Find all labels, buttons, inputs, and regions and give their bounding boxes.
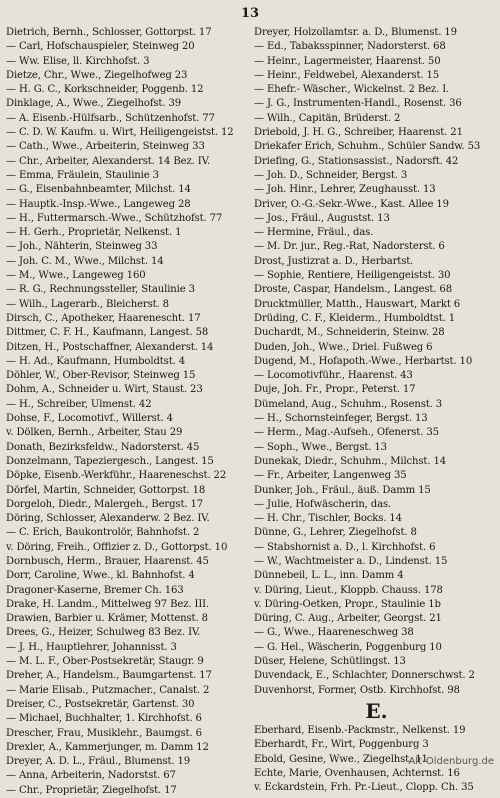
directory-entry: Dinklage, A., Wwe., Ziegelhofst. 39 <box>6 98 182 110</box>
directory-entry: — G. Hel., Wäscherin, Poggenburg 10 <box>254 641 442 653</box>
directory-entry: — H. Chr., Tischler, Bocks. 14 <box>254 513 402 525</box>
directory-entry: Drescher, Frau, Musiklehr., Baumgst. 6 <box>6 727 202 739</box>
directory-entry: Driefing, G., Stationsassist., Nadorsft. 42 <box>254 155 459 167</box>
directory-entry: Dreher, A., Handelsm., Baumgartenst. 17 <box>6 670 212 682</box>
directory-entry: Döpke, Eisenb.-Werkführ., Haareneschst. 22 <box>6 470 227 482</box>
directory-entry: Dragoner-Kaserne, Bremer Ch. 163 <box>6 584 184 596</box>
directory-entry: — G., Eisenbahnbeamter, Milchst. 14 <box>6 184 191 196</box>
directory-entry: Düring, C. Aug., Arbeiter, Georgst. 21 <box>254 613 442 625</box>
directory-entry: — M. L. F., Ober-Postsekretär, Staugr. 9 <box>6 656 204 668</box>
directory-entry: — J. H., Hauptlehrer, Johannisst. 3 <box>6 641 177 653</box>
directory-entry: Ebold, Gesine, Wwe., Ziegelhst. 11 <box>254 753 428 765</box>
directory-entry: Eberhard, Eisenb.-Packmstr., Nelkenst. 19 <box>254 724 466 736</box>
directory-entry: — C. Erich, Baukontrolör, Bahnhofst. 2 <box>6 527 200 539</box>
directory-entry: — H., Schornsteinfeger, Bergst. 13 <box>254 413 428 425</box>
directory-entry: — Chr., Proprietär, Ziegelhofst. 17 <box>6 784 177 796</box>
directory-entry: Dümeland, Aug., Schuhm., Rosenst. 3 <box>254 398 443 410</box>
directory-entry: — A. Eisenb.-Hülfsarb., Schützenhofst. 77 <box>6 112 215 124</box>
directory-entry: Driver, O.-G.-Sekr.-Wwe., Kast. Allee 19 <box>254 198 449 210</box>
directory-entry: Dorr, Caroline, Wwe., kl. Bahnhofst. 4 <box>6 570 195 582</box>
directory-entry: — R. G., Rechnungssteller, Staulinie 3 <box>6 284 195 296</box>
directory-entry: — Joh. D., Schneider, Bergst. 3 <box>254 169 408 181</box>
directory-entry: v. Eckardstein, Frh. Pr.-Lieut., Clopp. Ch. 35 <box>254 782 474 794</box>
directory-entry: Driekafer Erich, Schuhm., Schüler Sandw. 53 <box>254 141 481 153</box>
directory-entry: — Joh., Nähterin, Steinweg 33 <box>6 241 158 253</box>
right-column <box>254 26 499 795</box>
directory-entry: — Emma, Fräulein, Staulinie 3 <box>6 169 159 181</box>
directory-entry: Drawien, Barbier u. Krämer, Mottenst. 8 <box>6 613 208 625</box>
directory-entry: v. Düring-Oetken, Propr., Staulinie 1b <box>254 598 441 610</box>
directory-entry: Dunekak, Diedr., Schuhm., Milchst. 14 <box>254 455 446 467</box>
directory-entry: — H. G. C., Korkschneider, Poggenb. 12 <box>6 84 204 96</box>
directory-entry: — H., Futtermarsch.-Wwe., Schützhofst. 77 <box>6 212 223 224</box>
directory-entry: v. Düring, Lieut., Kloppb. Chauss. 178 <box>254 584 443 596</box>
directory-entry: Dohse, F., Locomotivf., Willerst. 4 <box>6 413 173 425</box>
directory-entry: Dreiser, C., Postsekretär, Gartenst. 30 <box>6 698 195 710</box>
directory-entry: — Chr., Arbeiter, Alexanderst. 14 Bez. IV. <box>6 155 211 167</box>
directory-entry: — Jos., Fräul., Augustst. 13 <box>254 212 390 224</box>
directory-entry: — Michael, Buchhalter, 1. Kirchhofst. 6 <box>6 713 202 725</box>
directory-entry: Dunker, Joh., Fräul., äuß. Damm 15 <box>254 484 431 496</box>
directory-entry: Dorgeloh, Diedr., Malergeh., Bergst. 17 <box>6 498 204 510</box>
directory-entry: Dreyer, Holzollamtsr. a. D., Blumenst. 19 <box>254 27 457 38</box>
directory-entry: Duje, Joh. Fr., Propr., Peterst. 17 <box>254 384 416 396</box>
directory-entry: — H., Schreiber, Ulmenst. 42 <box>6 398 152 410</box>
section-heading-e: E. <box>365 698 388 723</box>
directory-entry: — Ed., Tabaksspinner, Nadorsterst. 68 <box>254 41 446 53</box>
directory-entry: Dreyer, A. D. L., Fräul., Blumenst. 19 <box>6 756 191 768</box>
directory-entry: Dohm, A., Schneider u. Wirt, Staust. 23 <box>6 384 203 396</box>
directory-entry: Echte, Marie, Ovenhausen, Achternst. 16 <box>254 767 460 779</box>
directory-entry: Duden, Joh., Wwe., Driel. Fußweg 6 <box>254 341 433 353</box>
directory-entry: Dietze, Chr., Wwe., Ziegelhofweg 23 <box>6 69 188 81</box>
directory-entry: — Herm., Mag.-Aufseh., Ofenerst. 35 <box>254 427 439 439</box>
directory-entry: — W., Wachtmeister a. D., Lindenst. 15 <box>254 555 448 567</box>
directory-entry: Dittmer, C. F. H., Kaufmann, Langest. 58 <box>6 327 209 339</box>
directory-entry: Dörfel, Martin, Schneider, Gottorpst. 18 <box>6 484 206 496</box>
directory-entry: — Hauptk.-Insp.-Wwe., Langeweg 28 <box>6 198 191 210</box>
directory-entry: Drüding, C. F., Kleiderm., Humboldtst. 1 <box>254 312 455 324</box>
directory-entry: Drake, H. Landm., Mittelweg 97 Bez. III. <box>6 598 210 610</box>
directory-entry: — Locomotivführ., Haarenst. 43 <box>254 370 413 382</box>
directory-entry: Dugend, M., Hofapoth.-Wwe., Herbartst. 10 <box>254 355 473 367</box>
directory-entry: — Wilh., Lagerarb., Bleicherst. 8 <box>6 298 169 310</box>
directory-entry: — J. G., Instrumenten-Handl., Rosenst. 36 <box>254 98 462 110</box>
watermark: Alt-Oldenburg.de <box>408 756 494 767</box>
directory-entry: Duchardt, M., Schneiderin, Steinw. 28 <box>254 327 445 339</box>
directory-entry: — Fr., Arbeiter, Langenweg 35 <box>254 470 407 482</box>
directory-entry: — Joh. Hinr., Lehrer, Zeughausst. 13 <box>254 184 436 196</box>
directory-entry: — M., Wwe., Langeweg 160 <box>6 270 146 282</box>
directory-entry: — Wilh., Capitän, Brüderst. 2 <box>254 112 401 124</box>
directory-entry: — H. Gerh., Proprietär, Nelkenst. 1 <box>6 227 182 239</box>
page-number: 13 <box>240 6 260 21</box>
directory-entry: — M. Dr. jur., Reg.-Rat, Nadorsterst. 6 <box>254 241 445 253</box>
directory-entry: Dornbusch, Herm., Brauer, Haarenst. 45 <box>6 555 209 567</box>
directory-entry: Eberhardt, Fr., Wirt, Poggenburg 3 <box>254 739 429 751</box>
directory-entry: Duvendack, E., Schlachter, Donnerschwst. 2 <box>254 670 475 682</box>
directory-entry: Drees, G., Heizer, Schulweg 83 Bez. IV. <box>6 627 201 639</box>
directory-entry: — Carl, Hofschauspieler, Steinweg 20 <box>6 41 195 53</box>
directory-entry: — Stabshornist a. D., l. Kirchhofst. 6 <box>254 541 436 553</box>
directory-entry: — Ww. Elise, ll. Kirchhofst. 3 <box>6 55 150 67</box>
directory-entry: Dünnebeil, L. L., inn. Damm 4 <box>254 570 404 582</box>
directory-entry: — Hermine, Fräul., das. <box>254 227 374 239</box>
directory-entry: Duvenhorst, Former, Ostb. Kirchhofst. 98 <box>254 684 460 696</box>
directory-entry: — Marie Elisab., Putzmacher., Canalst. 2 <box>6 684 210 696</box>
directory-entry: — C. D. W. Kaufm. u. Wirt, Heiligengeistst. 12 <box>6 127 234 139</box>
directory-entry: Döhler, W., Ober-Revisor, Steinweg 15 <box>6 370 196 382</box>
directory-entry: Döring, Schlosser, Alexanderw. 2 Bez. IV. <box>6 513 210 525</box>
directory-entry: Drexler, A., Kammerjunger, m. Damm 12 <box>6 741 209 753</box>
directory-entry: Drucktmüller, Matth., Hauswart, Markt 6 <box>254 298 461 310</box>
directory-entry: Dietrich, Bernh., Schlosser, Gottorpst. 17 <box>6 27 212 38</box>
directory-entry: — Anna, Arbeiterin, Nadorstst. 67 <box>6 770 176 782</box>
directory-entry: Donath, Bezirksfeldw., Nadorsterst. 45 <box>6 441 200 453</box>
directory-entry: v. Döring, Freih., Offizier z. D., Gottorpst. 10 <box>6 541 228 553</box>
directory-entry: — Cath., Wwe., Arbeiterin, Steinweg 33 <box>6 141 205 153</box>
directory-entry: v. Dölken, Bernh., Arbeiter, Stau 29 <box>6 427 183 439</box>
directory-entry: Düser, Helene, Schütlingst. 13 <box>254 656 406 668</box>
directory-entry: — Ehefr.- Wäscher., Wickelnst. 2 Bez. I. <box>254 84 450 96</box>
directory-entry: — Heinr., Lagermeister, Haarenst. 50 <box>254 55 441 67</box>
directory-entry: — Joh. C. M., Wwe., Milchst. 14 <box>6 255 164 267</box>
directory-entry: Drost, Justizrat a. D., Herbartst. <box>254 255 414 267</box>
directory-entry: — H. Ad., Kaufmann, Humboldtst. 4 <box>6 355 185 367</box>
directory-entry: — G., Wwe., Haareneschweg 38 <box>254 627 414 639</box>
directory-entry: Donzelmann, Tapeziergesch., Langest. 15 <box>6 455 214 467</box>
directory-entry: Droste, Caspar, Handelsm., Langest. 68 <box>254 284 452 296</box>
directory-entry: Driebold, J. H. G., Schreiber, Haarenst. 21 <box>254 127 463 139</box>
left-column <box>6 26 251 798</box>
right-column-entries <box>254 26 499 698</box>
directory-entry: — Heinr., Feldwebel, Alexanderst. 15 <box>254 69 440 81</box>
directory-entry: — Julie, Hofwäscherin, das. <box>254 498 392 510</box>
directory-entry: Ditzen, H., Postschaffner, Alexanderst. 14 <box>6 341 214 353</box>
directory-entry: Dirsch, C., Apotheker, Haarenescht. 17 <box>6 312 201 324</box>
directory-entry: — Sophie, Rentiere, Heiligengeistst. 30 <box>254 270 451 282</box>
directory-entry: — Soph., Wwe., Bergst. 13 <box>254 441 387 453</box>
directory-entry: Dünne, G., Lehrer, Ziegelhofst. 8 <box>254 527 417 539</box>
